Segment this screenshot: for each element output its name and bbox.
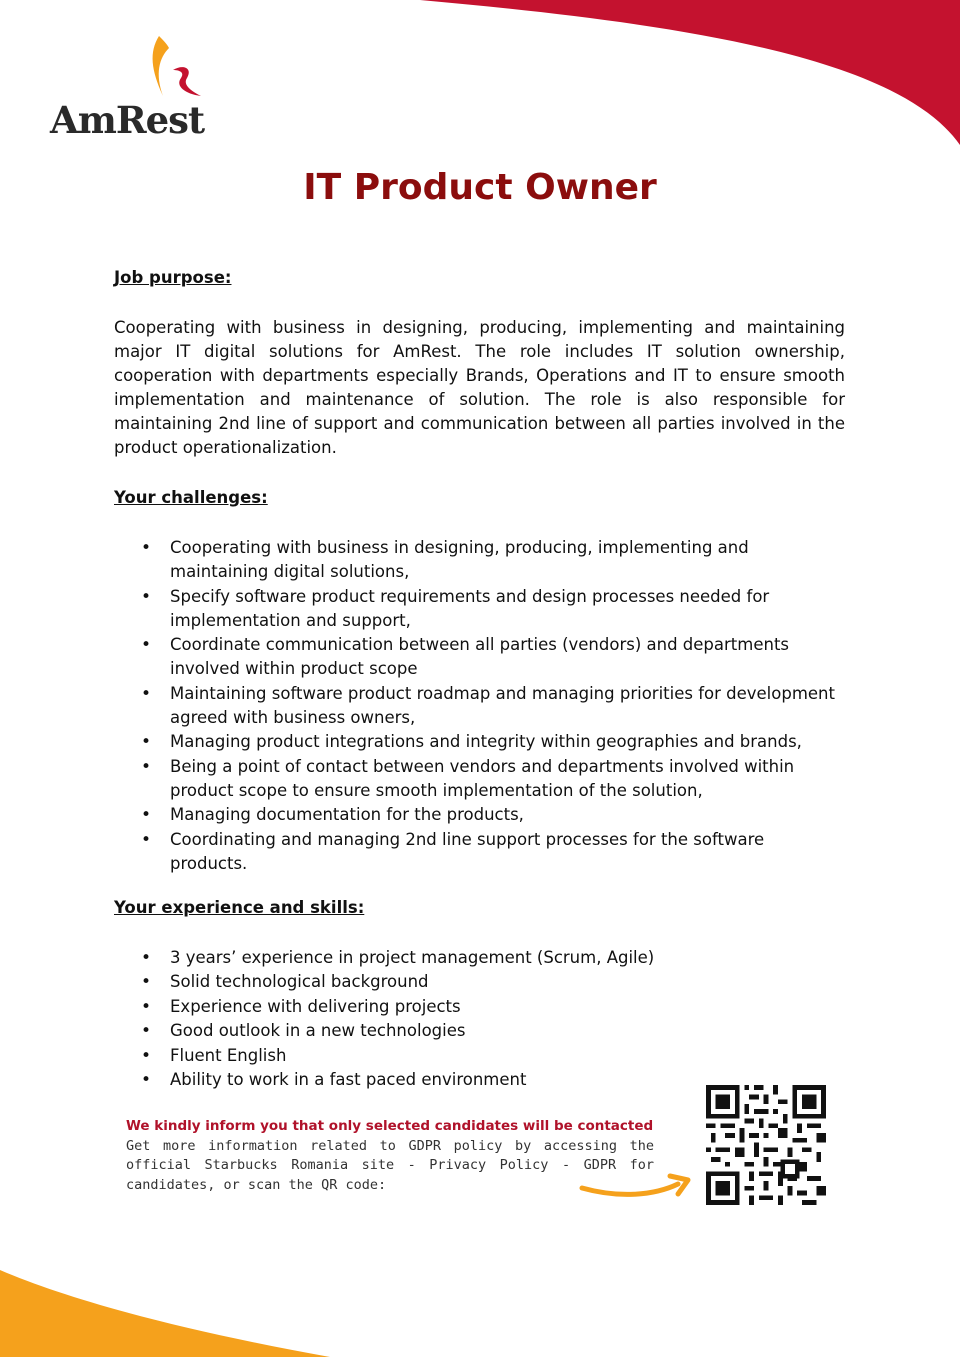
skills-heading: Your experience and skills: [114,897,365,917]
gdpr-notice [126,1117,654,1195]
amrest-logo [50,34,225,144]
list-item: • Good outlook in a new technologies [114,1019,845,1043]
list-item: • Being a point of contact between vendors and departments involved within product scope to ensure smooth implementation of the solution, [114,755,845,803]
challenges-heading: Your challenges: [114,488,268,507]
list-item: • Fluent English [114,1044,845,1068]
list-item: • Experience with delivering projects [114,995,845,1019]
section-job-purpose [114,266,845,460]
job-purpose-heading: Job purpose: [114,268,232,287]
logo-wordmark: AmRest [50,98,205,142]
list-item: • Coordinate communication between all parties (vendors) and departments involved within product scope [114,633,845,681]
job-description [114,266,845,1093]
section-challenges [114,486,845,876]
list-item: • Cooperating with business in designing, producing, implementing and maintaining digital solutions, [114,536,845,584]
section-skills [114,896,845,1093]
challenges-list [114,536,845,876]
skills-list [114,946,845,1093]
amrest-flame-logo-icon [145,34,205,104]
list-item: • Solid technological background [114,970,845,994]
list-item: • 3 years’ experience in project management (Scrum, Agile) [114,946,845,970]
list-item: • Maintaining software product roadmap and managing priorities for development agreed with business owners, [114,682,845,730]
page-title: IT Product Owner [303,167,657,208]
notice-body: Get more information related to GDPR policy by accessing the official Starbucks Romania site - Privacy Policy - GDPR for candidates, or scan the QR code: [126,1137,654,1193]
list-item: • Ability to work in a fast paced environment [114,1068,845,1092]
list-item: • Coordinating and managing 2nd line support processes for the software products. [114,828,845,876]
job-purpose-text: Cooperating with business in designing, producing, implementing and maintaining major IT digital solutions for AmRest. The role includes IT solution ownership, cooperation with departments especially Brands, Operations and IT to ensure smooth implementation and maintenance of solution. The role is also responsible for maintaining 2nd line of support and communication between all parties involved in the product operationalization. [114,318,845,457]
list-item: • Managing documentation for the products, [114,803,845,827]
list-item: • Specify software product requirements and design processes needed for implementation and support, [114,585,845,633]
list-item: • Managing product integrations and integrity within geographies and brands, [114,730,845,754]
notice-headline: We kindly inform you that only selected candidates will be contacted [126,1118,654,1134]
arrow-right-icon [578,1172,693,1207]
qr-code-icon[interactable] [706,1085,826,1205]
